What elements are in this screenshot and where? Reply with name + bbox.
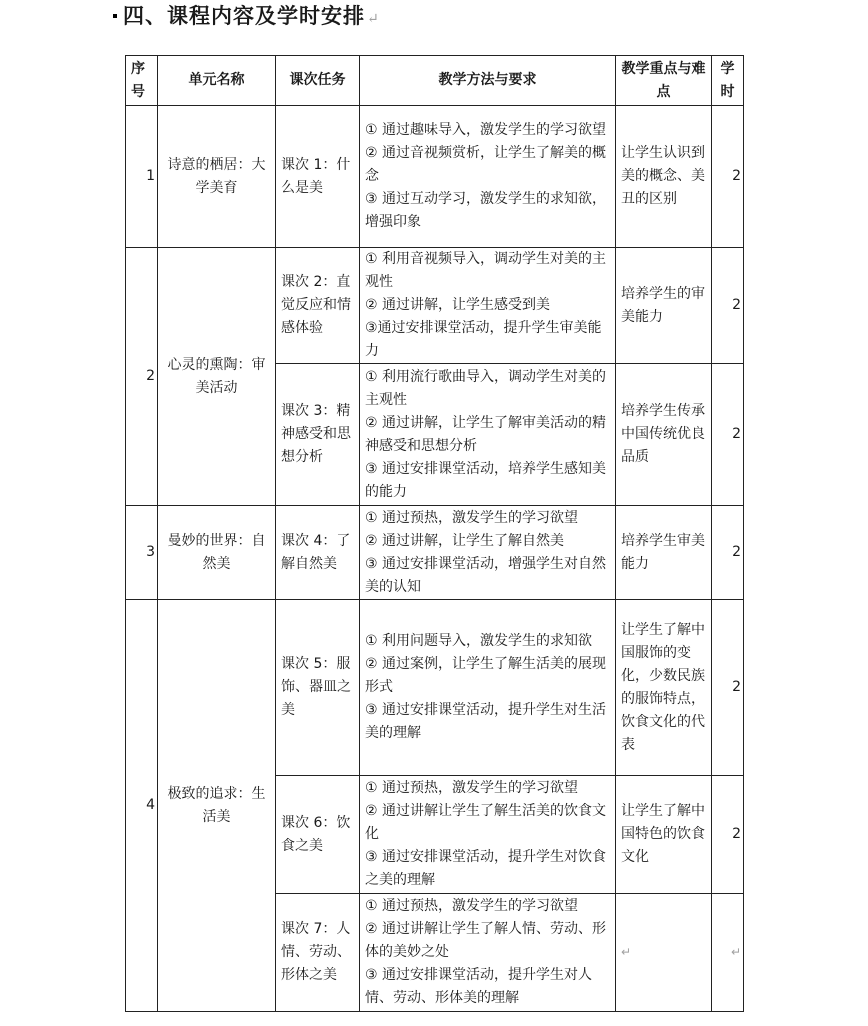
bullet-icon bbox=[113, 14, 117, 18]
teaching-methods: ① 利用问题导入，激发学生的求知欲 ② 通过案例，让学生了解生活美的展现形式 ③ 通过安排课堂活动，提升学生对生活美的理解 bbox=[360, 600, 616, 776]
key-points: 让学生了解中国特色的饮食文化 bbox=[616, 776, 712, 894]
course-schedule-table bbox=[125, 55, 744, 1012]
header-row bbox=[126, 56, 744, 106]
key-points: 培养学生传承中国传统优良品质 bbox=[616, 364, 712, 506]
header-cell: 教学重点与难点 bbox=[616, 56, 712, 106]
key-points: 让学生了解中国服饰的变化，少数民族的服饰特点，饮食文化的代表 bbox=[616, 600, 712, 776]
section-heading bbox=[113, 0, 380, 30]
unit-name: 心灵的熏陶：审美活动 bbox=[158, 248, 276, 506]
teaching-methods: ① 利用音视频导入，调动学生对美的主观性 ② 通过讲解，让学生感受到美 ③通过安排课堂活动，提升学生审美能力 bbox=[360, 248, 616, 364]
header-cell: 序号 bbox=[126, 56, 158, 106]
hours: ↵ bbox=[712, 894, 744, 1012]
teaching-methods: ① 通过预热，激发学生的学习欲望 ② 通过讲解，让学生了解自然美 ③ 通过安排课堂活动，增强学生对自然美的认知 bbox=[360, 506, 616, 600]
teaching-methods: ① 通过趣味导入，激发学生的学习欲望 ② 通过音视频赏析，让学生了解美的概念 ③ 通过互动学习，激发学生的求知欲，增强印象 bbox=[360, 106, 616, 248]
unit-number: 4 bbox=[126, 600, 158, 1012]
heading-text: 四、课程内容及学时安排 bbox=[123, 3, 365, 28]
hours: 2 bbox=[712, 364, 744, 506]
table-row bbox=[126, 506, 744, 600]
table-row bbox=[126, 248, 744, 364]
hours: 2 bbox=[712, 600, 744, 776]
unit-name: 诗意的栖居：大学美育 bbox=[158, 106, 276, 248]
hours: 2 bbox=[712, 776, 744, 894]
teaching-methods: ① 利用流行歌曲导入，调动学生对美的主观性 ② 通过讲解，让学生了解审美活动的精神感受和思想分析 ③ 通过安排课堂活动，培养学生感知美的能力 bbox=[360, 364, 616, 506]
lesson-task: 课次 2：直觉反应和情感体验 bbox=[276, 248, 360, 364]
hours: 2 bbox=[712, 106, 744, 248]
table-row bbox=[126, 106, 744, 248]
unit-number: 2 bbox=[126, 248, 158, 506]
lesson-task: 课次 1：什么是美 bbox=[276, 106, 360, 248]
unit-number: 1 bbox=[126, 106, 158, 248]
unit-name: 极致的追求：生活美 bbox=[158, 600, 276, 1012]
unit-name: 曼妙的世界：自然美 bbox=[158, 506, 276, 600]
unit-number: 3 bbox=[126, 506, 158, 600]
paragraph-mark-icon: ↵ bbox=[367, 11, 380, 27]
key-points: 培养学生的审美能力 bbox=[616, 248, 712, 364]
key-points: 培养学生审美能力 bbox=[616, 506, 712, 600]
teaching-methods: ① 通过预热，激发学生的学习欲望 ② 通过讲解让学生了解人情、劳动、形体的美妙之处 ③ 通过安排课堂活动，提升学生对人情、劳动、形体美的理解 bbox=[360, 894, 616, 1012]
hours: 2 bbox=[712, 248, 744, 364]
header-cell: 单元名称 bbox=[158, 56, 276, 106]
table-row bbox=[126, 600, 744, 776]
hours: 2 bbox=[712, 506, 744, 600]
key-points: 让学生认识到美的概念、美丑的区别 bbox=[616, 106, 712, 248]
lesson-task: 课次 5：服饰、器皿之美 bbox=[276, 600, 360, 776]
lesson-task: 课次 4：了解自然美 bbox=[276, 506, 360, 600]
lesson-task: 课次 3：精神感受和思想分析 bbox=[276, 364, 360, 506]
lesson-task: 课次 6：饮食之美 bbox=[276, 776, 360, 894]
lesson-task: 课次 7：人情、劳动、形体之美 bbox=[276, 894, 360, 1012]
header-cell: 课次任务 bbox=[276, 56, 360, 106]
key-points: ↵ bbox=[616, 894, 712, 1012]
header-cell: 学时 bbox=[712, 56, 744, 106]
header-cell: 教学方法与要求 bbox=[360, 56, 616, 106]
teaching-methods: ① 通过预热，激发学生的学习欲望 ② 通过讲解让学生了解生活美的饮食文化 ③ 通过安排课堂活动，提升学生对饮食之美的理解 bbox=[360, 776, 616, 894]
